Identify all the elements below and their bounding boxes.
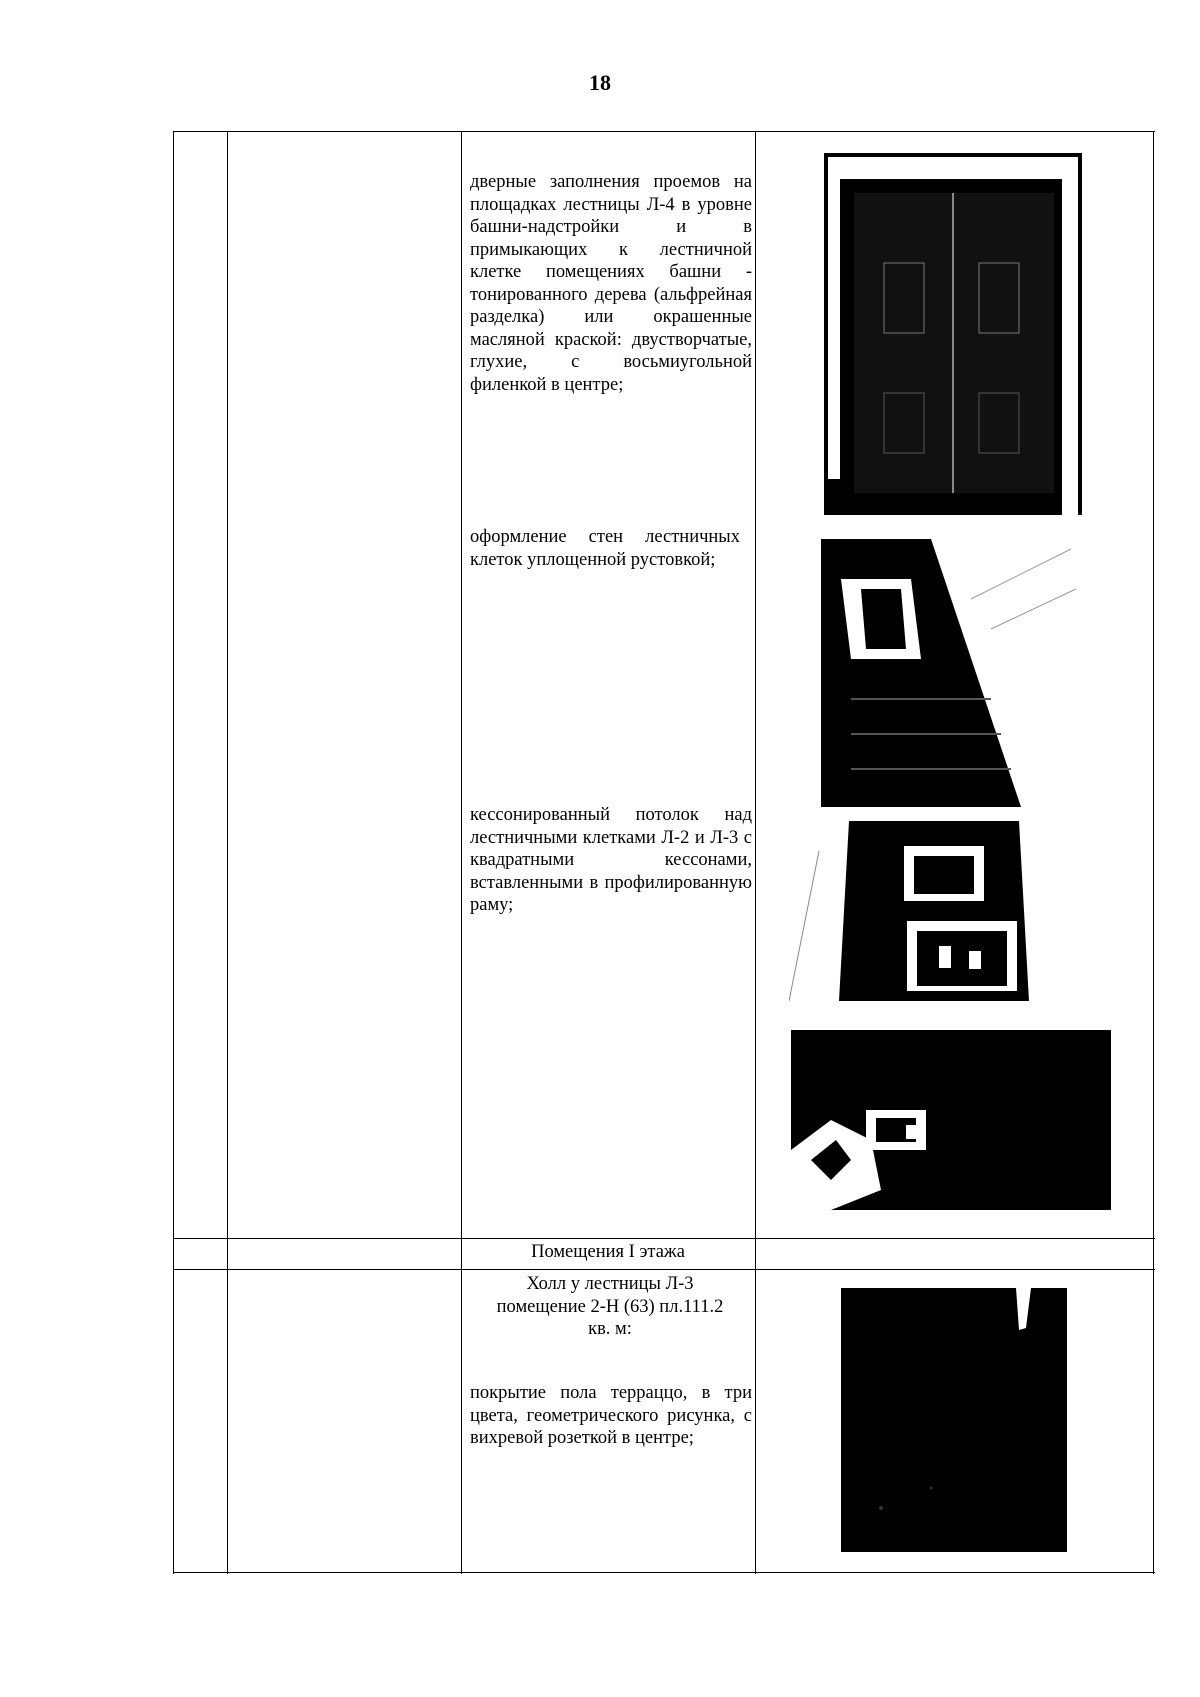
- row-divider-1: [173, 1238, 1155, 1239]
- page-number: 18: [589, 70, 611, 95]
- door-photo: [824, 153, 1082, 515]
- column-divider-2: [461, 131, 462, 1574]
- table-border-bottom: [173, 1572, 1155, 1573]
- table-border-right: [1153, 131, 1154, 1574]
- door-fillings-text: дверные заполнения проемов на площадках лестницы Л-4 в уровне башни-надстройки и в примыкающих к лестничной клетке помещениях башни - тонированного дерева (альфрейная разделка) или окрашенные масляной краской: двустворчатые, глухие, с восьмиугольной филенкой в центре;: [470, 172, 752, 395]
- staircase-wall-photo: [821, 539, 1083, 807]
- wall-rustication-text: оформление стен лестничных клеток уплощенной рустовкой;: [470, 527, 740, 570]
- row-divider-2: [173, 1269, 1155, 1270]
- coffered-ceiling-photo: [789, 821, 1113, 1001]
- heritage-table: [173, 131, 1155, 1574]
- column-divider-3: [755, 131, 756, 1574]
- ceiling-detail-photo: [791, 1030, 1111, 1210]
- terrazzo-floor-photo: [841, 1288, 1067, 1552]
- table-border-top: [173, 131, 1155, 132]
- table-border-left: [173, 131, 174, 1574]
- column-divider-1: [227, 131, 228, 1574]
- coffered-ceiling-text: кессонированный потолок над лестничными клетками Л-2 и Л-3 с квадратными кессонами, вставленными в профилированную раму;: [470, 805, 752, 915]
- terrazzo-floor-text: покрытие пола терраццо, в три цвета, геометрического рисунка, с вихревой розеткой в центре;: [470, 1383, 752, 1448]
- hall-subheading: Холл у лестницы Л-3 помещение 2-Н (63) пл.111.2 кв. м:: [496, 1274, 724, 1339]
- section-heading: Помещения I этажа: [531, 1242, 685, 1262]
